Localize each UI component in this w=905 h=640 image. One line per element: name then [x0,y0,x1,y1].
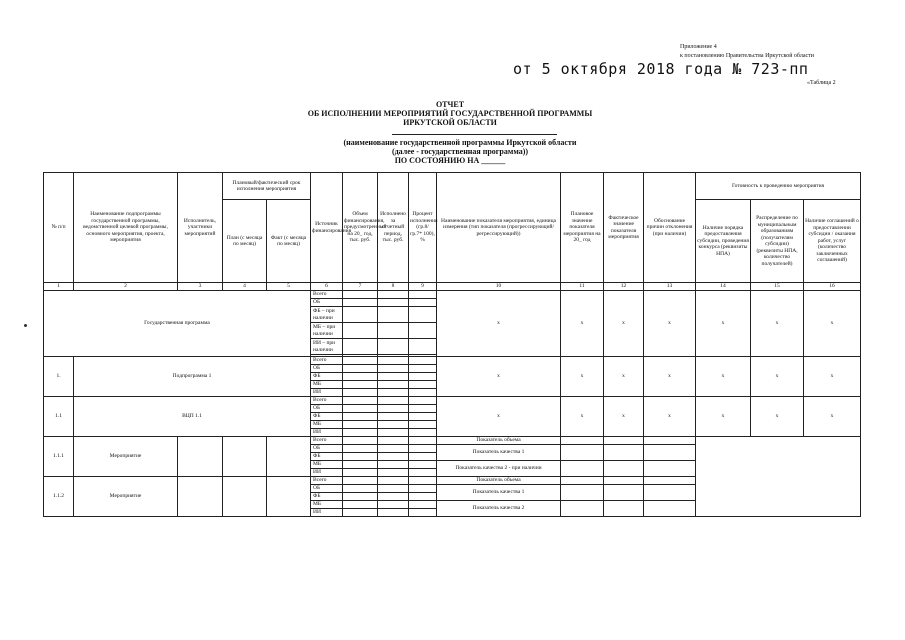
x-cell: х [437,357,561,397]
indicator-cell: Показатель качества 1 [437,445,561,461]
report-title: ОТЧЕТ [435,100,465,109]
source-cell: ОБ [311,299,343,307]
col-num: 3 [178,283,223,291]
x-cell: х [696,357,751,397]
annex-line-1: Приложение 4 [680,44,717,50]
source-cell: ФБ [311,493,343,501]
readiness-empty [696,437,861,517]
source-cell: ФБ – при наличии [311,307,343,323]
col-num: 13 [644,283,696,291]
hdr-order: Наличие порядка предоставления субсидии, проведения конкурса (реквизиты НПА) [696,200,751,283]
hdr-fact: Факт (с месяца по месяц) [267,200,311,283]
program-name-hint-2: (далее - государственная программа)) [391,147,529,156]
row-num: 1.1.1 [44,437,74,477]
indicator-cell: Показатель качества 2 - при наличии [437,461,561,477]
measure-name: Мероприятие [74,437,178,477]
source-cell: Всего [311,291,343,299]
source-cell: ИИ [311,469,343,477]
resolution-stamp: от 5 октября 2018 года № 723-пп [513,60,809,78]
source-cell: Всего [311,357,343,365]
col-num: 7 [343,283,378,291]
x-cell: х [696,291,751,357]
col-num: 5 [267,283,311,291]
col-num: 1 [44,283,74,291]
x-cell: х [696,397,751,437]
x-cell: х [804,291,861,357]
x-cell: х [561,357,604,397]
row-num: 1.1.2 [44,477,74,517]
subprogram-name: Подпрограмма 1 [74,357,311,397]
col-num: 15 [751,283,804,291]
source-cell: ФБ [311,413,343,421]
source-cell: ОБ [311,445,343,453]
report-region: ИРКУТСКОЙ ОБЛАСТИ [403,118,497,127]
hdr-plan: План (с месяца по месяц) [223,200,267,283]
scan-mark [24,324,27,327]
x-cell: х [751,291,804,357]
indicator-cell: Показатель объема [437,477,561,485]
indicator-cell: Показатель качества 2 [437,501,561,517]
indicator-cell: Показатель качества 1 [437,485,561,501]
col-num: 14 [696,283,751,291]
hdr-name: Наименование подпрограммы государственной программы, ведомственной целевой программы, основного мероприятия, проекта, мероприятия [74,173,178,283]
x-cell: х [751,397,804,437]
hdr-period-group: Плановый/фактический срок исполнения мероприятия [223,173,311,200]
source-cell: ОБ [311,485,343,493]
x-cell: х [644,357,696,397]
col-num: 10 [437,283,561,291]
program-name-hint: (наименование государственной программы Иркутской области [343,138,577,147]
source-cell: МБ – при наличии [311,323,343,339]
hdr-percent: Процент исполнения (гр.8/ гр.7* 100), % [409,173,437,283]
source-cell: ИИ [311,509,343,517]
source-cell: МБ [311,381,343,389]
report-subtitle: ОБ ИСПОЛНЕНИИ МЕРОПРИЯТИЙ ГОСУДАРСТВЕННОЙ ПРОГРАММЫ [307,109,593,118]
hdr-planned-value: Плановое значение показателя мероприятия на 20_ год [561,173,604,283]
source-cell: МБ [311,421,343,429]
col-num: 12 [604,283,644,291]
measure-name: Мероприятие [74,477,178,517]
hdr-num: № п/п [44,173,74,283]
report-table [43,172,861,517]
col-num: 8 [378,283,409,291]
state-program-name: Государственная программа [44,291,311,357]
x-cell: х [561,291,604,357]
x-cell: х [604,357,644,397]
annex-line-2: к постановлению Правительства Иркутской области [680,53,814,59]
row-num: 1. [44,357,74,397]
name-underline [392,134,557,135]
x-cell: х [604,397,644,437]
source-cell: Всего [311,477,343,485]
hdr-distribution: Распределение по муниципальным образованиям (получателям субсидии)(реквизиты НПА, количество получателей) [751,200,804,283]
source-cell: МБ [311,461,343,469]
source-cell: ОБ [311,405,343,413]
source-cell: ИИ [311,389,343,397]
col-num: 11 [561,283,604,291]
source-cell: Всего [311,437,343,445]
indicator-cell: Показатель объема [437,437,561,445]
source-cell: Всего [311,397,343,405]
x-cell: х [437,291,561,357]
source-cell: ФБ [311,373,343,381]
col-num: 16 [804,283,861,291]
source-cell: ОБ [311,365,343,373]
source-cell: ИИ [311,429,343,437]
x-cell: х [804,357,861,397]
hdr-readiness-group: Готовность к проведению мероприятия [696,173,861,200]
col-num: 4 [223,283,267,291]
hdr-actual-value: Фактическое значение показателя мероприятия [604,173,644,283]
hdr-source: Источник финансирования [311,173,343,283]
hdr-deviation: Обоснование причин отклонения (при наличии) [644,173,696,283]
hdr-volume: Объем финансирования, предусмотренный на 20_ год, тыс. руб. [343,173,378,283]
x-cell: х [751,357,804,397]
x-cell: х [437,397,561,437]
table-label: «Таблица 2 [807,80,836,86]
col-num: 6 [311,283,343,291]
col-num: 9 [409,283,437,291]
x-cell: х [604,291,644,357]
x-cell: х [644,397,696,437]
source-cell: МБ [311,501,343,509]
x-cell: х [644,291,696,357]
col-num: 2 [74,283,178,291]
vcp-name: ВЦП 1.1 [74,397,311,437]
source-cell: ИИ – при наличии [311,339,343,355]
x-cell: х [804,397,861,437]
report-date: ПО СОСТОЯНИЮ НА ______ [394,156,506,165]
x-cell: х [561,397,604,437]
hdr-executor: Исполнитель, участники мероприятий [178,173,223,283]
hdr-executed: Исполнено за отчетный период, тыс. руб. [378,173,409,283]
hdr-indicator: Наименование показателя мероприятия, единица измерения (тип показателя (прогрессирующий/регрессирующий)) [437,173,561,283]
hdr-agreements: Наличие соглашений о предоставлении субсидии / оказания работ, услуг (количество заключенных соглашений) [804,200,861,283]
source-cell: ФБ [311,453,343,461]
row-num: 1.1 [44,397,74,437]
